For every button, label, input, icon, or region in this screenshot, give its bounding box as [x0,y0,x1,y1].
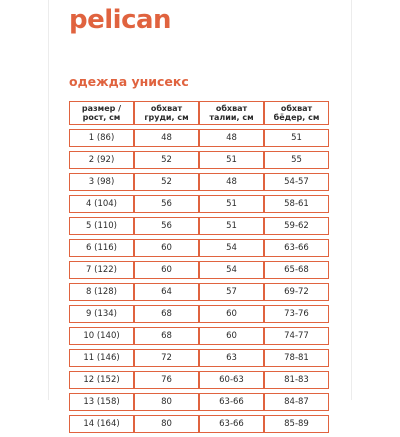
cell-waist: 48 [199,173,264,191]
header-line: обхват [280,104,313,113]
cell-chest: 80 [134,393,199,411]
cell-size-height: 14 (164) [69,415,134,433]
table-row [69,239,329,257]
cell-hips: 63-66 [264,239,329,257]
header-line: обхват [215,104,248,113]
cell-size-height: 8 (128) [69,283,134,301]
table-row [69,305,329,323]
table-row [69,327,329,345]
cell-hips: 55 [264,151,329,169]
table-row [69,151,329,169]
cell-hips: 78-81 [264,349,329,367]
cell-hips: 59-62 [264,217,329,235]
header-line: обхват [150,104,183,113]
cell-chest: 72 [134,349,199,367]
cell-hips: 81-83 [264,371,329,389]
header-line: размер / [81,104,122,113]
table-row [69,261,329,279]
cell-hips: 54-57 [264,173,329,191]
cell-chest: 48 [134,129,199,147]
cell-size-height: 2 (92) [69,151,134,169]
cell-hips: 65-68 [264,261,329,279]
size-table-body [69,129,329,433]
cell-waist: 51 [199,195,264,213]
header-line: груди, см [144,113,189,122]
brand-logo: pelican [69,5,172,35]
header-line: бёдер, см [273,113,320,122]
cell-waist: 51 [199,217,264,235]
table-header-row [69,101,329,125]
cell-chest: 68 [134,305,199,323]
cell-size-height: 11 (146) [69,349,134,367]
cell-chest: 64 [134,283,199,301]
table-row [69,195,329,213]
cell-size-height: 13 (158) [69,393,134,411]
cell-chest: 56 [134,217,199,235]
table-row [69,173,329,191]
cell-size-height: 9 (134) [69,305,134,323]
table-row [69,415,329,433]
cell-chest: 80 [134,415,199,433]
cell-waist: 63-66 [199,415,264,433]
cell-size-height: 10 (140) [69,327,134,345]
cell-hips: 84-87 [264,393,329,411]
cell-waist: 63 [199,349,264,367]
cell-waist: 60-63 [199,371,264,389]
cell-size-height: 4 (104) [69,195,134,213]
table-row [69,349,329,367]
size-chart-page [48,0,352,429]
cell-waist: 51 [199,151,264,169]
header-line: рост, см [82,113,121,122]
cell-hips: 69-72 [264,283,329,301]
cell-hips: 58-61 [264,195,329,213]
cell-waist: 54 [199,239,264,257]
cell-hips: 85-89 [264,415,329,433]
table-row [69,129,329,147]
header-hips [264,101,329,125]
header-line: талии, см [209,113,254,122]
cell-hips: 51 [264,129,329,147]
header-chest [134,101,199,125]
cell-size-height: 3 (98) [69,173,134,191]
size-table [69,97,329,437]
cell-waist: 54 [199,261,264,279]
cell-waist: 60 [199,305,264,323]
header-size-height [69,101,134,125]
cell-size-height: 1 (86) [69,129,134,147]
table-row [69,217,329,235]
cell-size-height: 5 (110) [69,217,134,235]
table-row [69,283,329,301]
cell-chest: 56 [134,195,199,213]
cell-chest: 60 [134,239,199,257]
cell-hips: 74-77 [264,327,329,345]
cell-waist: 63-66 [199,393,264,411]
table-row [69,371,329,389]
cell-size-height: 6 (116) [69,239,134,257]
cell-chest: 60 [134,261,199,279]
cell-chest: 52 [134,173,199,191]
cell-hips: 73-76 [264,305,329,323]
cell-waist: 60 [199,327,264,345]
cell-chest: 68 [134,327,199,345]
cell-chest: 76 [134,371,199,389]
cell-waist: 48 [199,129,264,147]
cell-waist: 57 [199,283,264,301]
table-row [69,393,329,411]
cell-size-height: 7 (122) [69,261,134,279]
cell-size-height: 12 (152) [69,371,134,389]
cell-chest: 52 [134,151,199,169]
header-waist [199,101,264,125]
page-subtitle: одежда унисекс [69,74,189,89]
